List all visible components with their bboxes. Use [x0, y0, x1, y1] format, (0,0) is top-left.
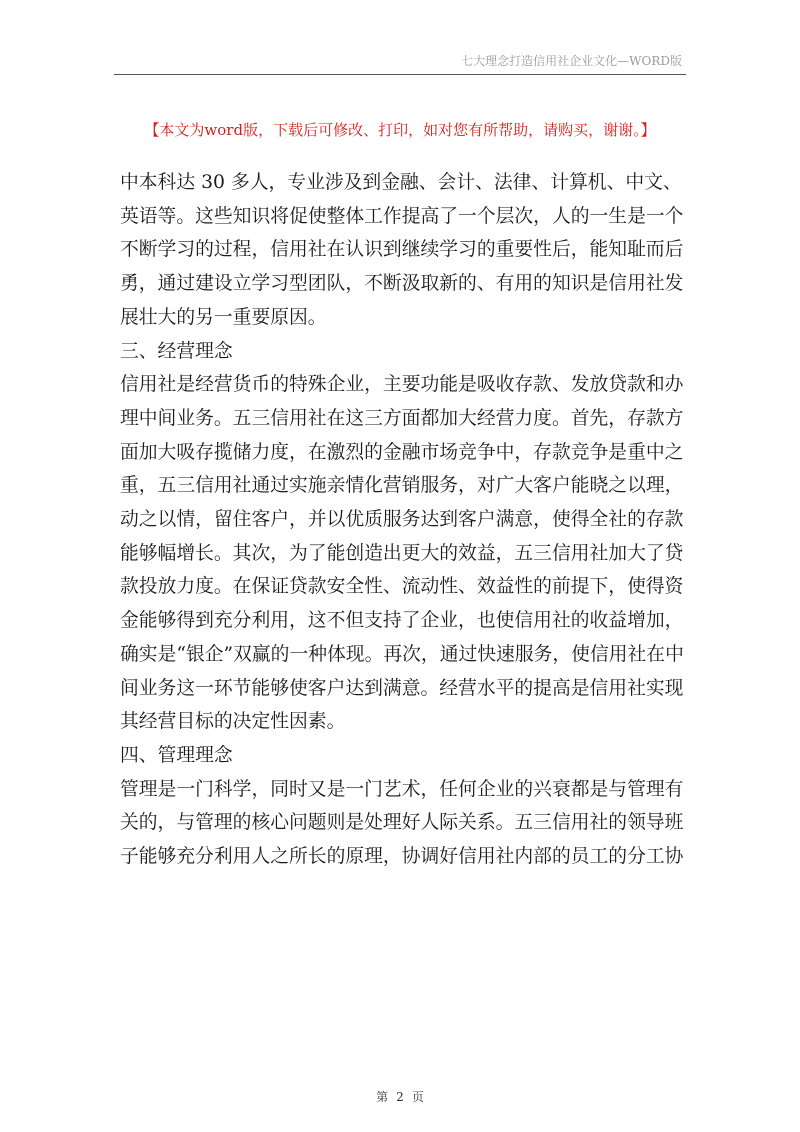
paragraph-line: 能够幅增长。其次，为了能创造出更大的效益，五三信用社加大了贷	[120, 542, 684, 564]
page-footer	[0, 1088, 800, 1105]
page-number-prefix: 第	[376, 1090, 389, 1104]
paragraph-3	[120, 773, 688, 874]
header-title: 七大理念打造信用社企业文化—WORD版	[461, 54, 682, 68]
header-divider	[114, 74, 686, 75]
paragraph-line: 确实是“银企”双赢的一种体现。再次，通过快速服务，使信用社在中	[120, 643, 684, 665]
paragraph-line: 不断学习的过程，信用社在认识到继续学习的重要性后，能知耻而后	[120, 239, 684, 261]
page-number-suffix: 页	[411, 1090, 424, 1104]
page-number: 2	[396, 1090, 404, 1104]
paragraph-line: 子能够充分利用人之所长的原理，协调好信用社内部的员工的分工协	[120, 846, 684, 868]
paragraph-line: 信用社是经营货币的特殊企业，主要功能是吸收存款、发放贷款和办	[120, 374, 684, 396]
paragraph-line: 款投放力度。在保证贷款安全性、流动性、效益性的前提下，使得资	[120, 576, 684, 598]
paragraph-2	[120, 368, 688, 739]
paragraph-line: 金能够得到充分利用，这不但支持了企业，也使信用社的收益增加，	[120, 610, 684, 632]
paragraph-line: 理中间业务。五三信用社在这三方面都加大经营力度。首先，存款方	[120, 407, 684, 429]
document-body	[120, 166, 688, 874]
paragraph-1	[120, 166, 688, 335]
section-heading-management-concept-3: 三、经营理念	[120, 340, 233, 362]
paragraph-line: 英语等。这些知识将促使整体工作提高了一个层次，人的一生是一个	[120, 205, 684, 227]
section-heading-management-concept-4: 四、管理理念	[120, 744, 233, 766]
paragraph-line: 管理是一门科学，同时又是一门艺术，任何企业的兴衰都是与管理有	[120, 778, 684, 800]
paragraph-line: 关的，与管理的核心问题则是处理好人际关系。五三信用社的领导班	[120, 812, 684, 834]
paragraph-line: 重，五三信用社通过实施亲情化营销服务，对广大客户能晓之以理，	[120, 475, 684, 497]
paragraph-line: 间业务这一环节能够使客户达到满意。经营水平的提高是信用社实现	[120, 677, 684, 699]
paragraph-line: 动之以情，留住客户，并以优质服务达到客户满意，使得全社的存款	[120, 509, 684, 531]
paragraph-line: 勇，通过建设立学习型团队，不断汲取新的、有用的知识是信用社发	[120, 273, 684, 295]
paragraph-line: 展壮大的另一重要原因。	[120, 306, 327, 328]
paragraph-line: 其经营目标的决定性因素。	[120, 711, 346, 733]
paragraph-line: 中本科达 30 多人，专业涉及到金融、会计、法律、计算机、中文、	[120, 172, 682, 193]
paragraph-line: 面加大吸存揽储力度，在激烈的金融市场竞争中，存款竞争是重中之	[120, 441, 684, 463]
download-notice: 【本文为word版，下载后可修改、打印，如对您有所帮助，请购买，谢谢。】	[144, 121, 656, 139]
